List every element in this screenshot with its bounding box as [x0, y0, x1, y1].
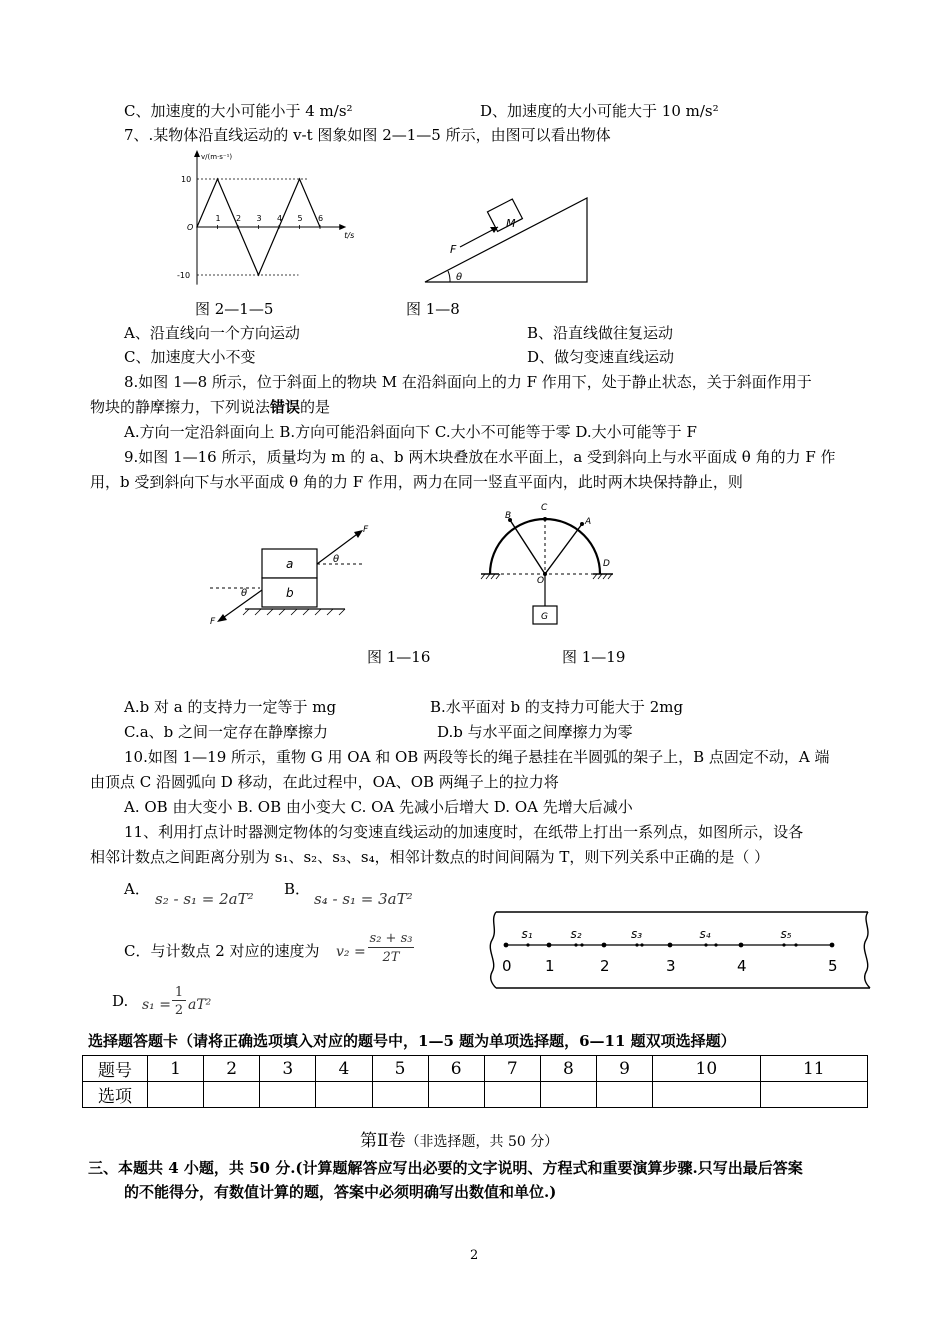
- tape-count-point: [668, 943, 673, 948]
- vt-data-point: [217, 178, 219, 180]
- answer-card-title: 选择题答题卡（请将正确选项填入对应的题号中，1—5 题为单项选择题，6—11 题双项选择题）: [88, 1032, 736, 1050]
- q8-line2a: 物块的静摩擦力，下列说法: [90, 398, 271, 416]
- tape-segment-label: s₁: [521, 927, 533, 941]
- x-tick-label: 5: [297, 214, 303, 223]
- part2-title: 第Ⅱ卷: [360, 1131, 406, 1151]
- q11-option-d-lhs: s₁ =: [142, 997, 171, 1013]
- point-c: [543, 517, 547, 521]
- part2-line2: 的不能得分，有数值计算的题，答案中必须明确写出数值和单位.): [124, 1183, 557, 1201]
- arc-frame-figure: [475, 498, 625, 628]
- label-point-b: B: [505, 511, 512, 521]
- x-tick-label: 1: [215, 214, 221, 223]
- paper-tape-figure: [484, 910, 879, 990]
- x-tick-label: 4: [277, 214, 283, 223]
- answer-number-cell: 2: [204, 1056, 260, 1082]
- tape-segment-label: s₂: [570, 927, 582, 941]
- tape-point-label: 2: [600, 957, 610, 975]
- q9-line2: 用，b 受到斜向下与水平面成 θ 角的力 F 作用，两力在同一竖直平面内，此时两木块保持静止，则: [90, 473, 743, 491]
- tape-segment-label: s₄: [699, 927, 711, 941]
- answer-number-cell: 7: [484, 1056, 540, 1082]
- tape-dot: [714, 943, 717, 946]
- answer-number-cell: 8: [540, 1056, 596, 1082]
- answer-input-cell[interactable]: [597, 1082, 653, 1108]
- v-axis-label: v/(m·s⁻¹): [201, 153, 233, 161]
- tape-dot: [635, 943, 638, 946]
- answer-card-header-option: 选项: [83, 1082, 148, 1108]
- q11-option-c-lhs: v₂ =: [336, 944, 366, 960]
- answer-number-cell: 1: [148, 1056, 204, 1082]
- v-axis-arrow: [194, 150, 200, 157]
- answer-input-cell[interactable]: [148, 1082, 204, 1108]
- right-support-hatch: [593, 574, 613, 579]
- label-f: F: [450, 243, 457, 256]
- q11-option-d-tail: aT²: [188, 997, 212, 1013]
- q11-option-d-numerator: 1: [172, 985, 186, 1001]
- tape-point-label: 0: [502, 957, 512, 975]
- q10-line1: 10.如图 1—19 所示，重物 G 用 OA 和 OB 两段等长的绳子悬挂在半圆弧的架子上，B 点固定不动，A 端: [124, 748, 830, 766]
- part2-heading: [360, 1130, 558, 1153]
- y-tick-label: -10: [177, 271, 191, 280]
- answer-number-cell: 3: [260, 1056, 316, 1082]
- q6-option-c: C、加速度的大小可能小于 4 m/s²: [124, 102, 353, 120]
- left-support-hatch: [481, 574, 500, 579]
- label-point-a: A: [585, 517, 592, 527]
- q7-option-d: D、做匀变速直线运动: [527, 348, 675, 366]
- point-a: [580, 522, 584, 526]
- answer-number-cell: 10: [653, 1056, 760, 1082]
- fig-1-19-caption: 图 1—19: [562, 648, 626, 666]
- q8-line2-emph: 错误: [270, 398, 301, 416]
- q9-option-a: A.b 对 a 的支持力一定等于 mg: [124, 698, 337, 716]
- q11-option-b-formula: s₄ - s₁ = 3aT²: [314, 890, 413, 908]
- x-tick-label: 6: [318, 214, 324, 223]
- part2-subtitle: （非选择题，共 50 分）: [405, 1134, 559, 1150]
- q9-line1: 9.如图 1—16 所示，质量均为 m 的 a、b 两木块叠放在水平面上，a 受到斜向上与水平面成 θ 角的力 F 作: [124, 448, 836, 466]
- tape-segment-label: s₃: [631, 927, 643, 941]
- answer-number-cell: 5: [372, 1056, 428, 1082]
- q11-line1: 11、利用打点计时器测定物体的匀变速直线运动的加速度时，在纸带上打出一系列点，如图所示，设各: [124, 823, 804, 841]
- tape-count-point: [739, 943, 744, 948]
- blocks-figure: [205, 520, 375, 630]
- tape-segment-label: s₅: [780, 927, 792, 941]
- q11-option-c-numerator: s₂ + s₃: [369, 931, 413, 946]
- label-theta: θ: [456, 272, 463, 283]
- q11-line2: 相邻计数点之间距离分别为 s₁、s₂、s₃、s₄，相邻计数点的时间间隔为 T，则下列关系中正确的是（ ）: [90, 848, 770, 866]
- answer-input-cell[interactable]: [484, 1082, 540, 1108]
- vt-data-point: [196, 226, 198, 228]
- q8-line1: 8.如图 1—8 所示，位于斜面上的物块 M 在沿斜面向上的力 F 作用下，处于静止状态，关于斜面作用于: [124, 373, 812, 391]
- q6-option-d: D、加速度的大小可能大于 10 m/s²: [480, 102, 719, 120]
- tape-point-label: 1: [545, 957, 555, 975]
- answer-number-cell: 6: [428, 1056, 484, 1082]
- part2-line1: 三、本题共 4 小题，共 50 分.(计算题解答应写出必要的文字说明、方程式和重要演算步骤.只写出最后答案: [88, 1159, 803, 1177]
- q11-option-a-label: A．: [124, 880, 150, 898]
- tape-dot: [794, 943, 797, 946]
- tape-dot: [640, 943, 643, 946]
- tape-point-label: 3: [666, 957, 676, 975]
- label-theta-down: θ: [241, 588, 248, 599]
- q8-line2: [90, 396, 330, 418]
- answer-number-cell: 9: [597, 1056, 653, 1082]
- label-point-o: O: [537, 576, 545, 586]
- page-number: 2: [470, 1248, 479, 1263]
- q7-option-b: B、沿直线做往复运动: [527, 324, 674, 342]
- label-point-d: D: [603, 559, 610, 569]
- q8-options: A.方向一定沿斜面向上 B.方向可能沿斜面向下 C.大小不可能等于零 D.大小可能等于 F: [124, 423, 697, 441]
- answer-card-table: [82, 1055, 868, 1108]
- answer-card-number-row: [83, 1056, 868, 1082]
- answer-card-header-number: 题号: [83, 1056, 148, 1082]
- vt-data-point: [319, 226, 321, 228]
- answer-number-cell: 4: [316, 1056, 372, 1082]
- q10-options: A. OB 由大变小 B. OB 由小变大 C. OA 先减小后增大 D. OA 先增大后减小: [124, 798, 633, 816]
- x-tick-label: 3: [256, 214, 262, 223]
- label-weight-g: G: [541, 612, 548, 622]
- q11-option-c-denominator: 2T: [382, 950, 400, 965]
- vt-data-point: [278, 226, 280, 228]
- tape-dot: [526, 943, 529, 946]
- fig-1-16-caption: 图 1—16: [367, 648, 431, 666]
- y-tick-label: O: [187, 223, 194, 232]
- label-f-up: F: [363, 525, 369, 535]
- label-theta-up: θ: [333, 554, 340, 565]
- x-tick-label: 2: [236, 214, 242, 223]
- label-m: M: [506, 217, 516, 230]
- t-axis-arrow: [339, 224, 346, 230]
- vt-chart: [160, 150, 360, 290]
- fig-1-8-caption: 图 1—8: [406, 300, 460, 318]
- tape-count-point: [602, 943, 607, 948]
- theta-arc: [448, 271, 450, 282]
- rope-ob: [510, 520, 545, 574]
- q7-option-c: C、加速度大小不变: [124, 348, 256, 366]
- tape-count-point: [504, 943, 509, 948]
- tape-dot: [574, 943, 577, 946]
- y-tick-label: 10: [181, 175, 192, 184]
- force-down-head: [217, 614, 227, 622]
- q9-option-d: D.b 与水平面之间摩擦力为零: [437, 723, 633, 741]
- answer-input-cell[interactable]: [760, 1082, 867, 1108]
- q10-line2: 由顶点 C 沿圆弧向 D 移动，在此过程中，OA、OB 两绳子上的拉力将: [90, 773, 559, 791]
- answer-number-cell: 11: [760, 1056, 867, 1082]
- fig-2-1-5-caption: 图 2—1—5: [195, 300, 274, 318]
- q9-option-b: B.水平面对 b 的支持力可能大于 2mg: [430, 698, 684, 716]
- t-axis-label: t/s: [344, 231, 355, 240]
- tape-point-label: 4: [737, 957, 747, 975]
- answer-input-cell[interactable]: [260, 1082, 316, 1108]
- label-a: a: [286, 557, 294, 571]
- tape-point-label: 5: [828, 957, 838, 975]
- tape-count-point: [830, 943, 835, 948]
- vt-data-point: [258, 274, 260, 276]
- label-point-c: C: [541, 503, 548, 513]
- q11-option-d-denominator: 2: [174, 1003, 184, 1018]
- tape-dot: [580, 943, 583, 946]
- q7-option-a: A、沿直线向一个方向运动: [124, 324, 300, 342]
- ground-hatch: [243, 609, 345, 615]
- answer-card-option-row: [83, 1082, 868, 1108]
- incline-figure: [420, 195, 590, 285]
- q11-option-c-text: C．与计数点 2 对应的速度为: [124, 942, 320, 960]
- answer-input-cell[interactable]: [204, 1082, 260, 1108]
- answer-input-cell[interactable]: [372, 1082, 428, 1108]
- vt-data-point: [299, 178, 301, 180]
- tape-right-edge: [864, 912, 870, 988]
- vt-data-point: [237, 226, 239, 228]
- q11-option-d-label: D.: [112, 992, 129, 1010]
- answer-input-cell[interactable]: [428, 1082, 484, 1108]
- q11-option-a-formula: s₂ - s₁ = 2aT²: [155, 890, 254, 908]
- q7-stem: 7、.某物体沿直线运动的 v-t 图象如图 2—1—5 所示，由图可以看出物体: [124, 126, 611, 144]
- q11-option-b-label: B．: [284, 880, 311, 898]
- block-m: [487, 199, 522, 231]
- tape-count-point: [547, 943, 552, 948]
- force-up-head: [354, 530, 363, 538]
- q8-line2c: 的是: [300, 398, 331, 416]
- label-b: b: [286, 586, 294, 600]
- answer-input-cell[interactable]: [316, 1082, 372, 1108]
- tape-left-edge: [490, 912, 496, 988]
- tape-dot: [704, 943, 707, 946]
- answer-input-cell[interactable]: [653, 1082, 760, 1108]
- q9-option-c: C.a、b 之间一定存在静摩擦力: [124, 723, 329, 741]
- rope-oa: [545, 524, 582, 574]
- tape-dot: [782, 943, 785, 946]
- answer-input-cell[interactable]: [540, 1082, 596, 1108]
- label-f-down: F: [210, 617, 216, 627]
